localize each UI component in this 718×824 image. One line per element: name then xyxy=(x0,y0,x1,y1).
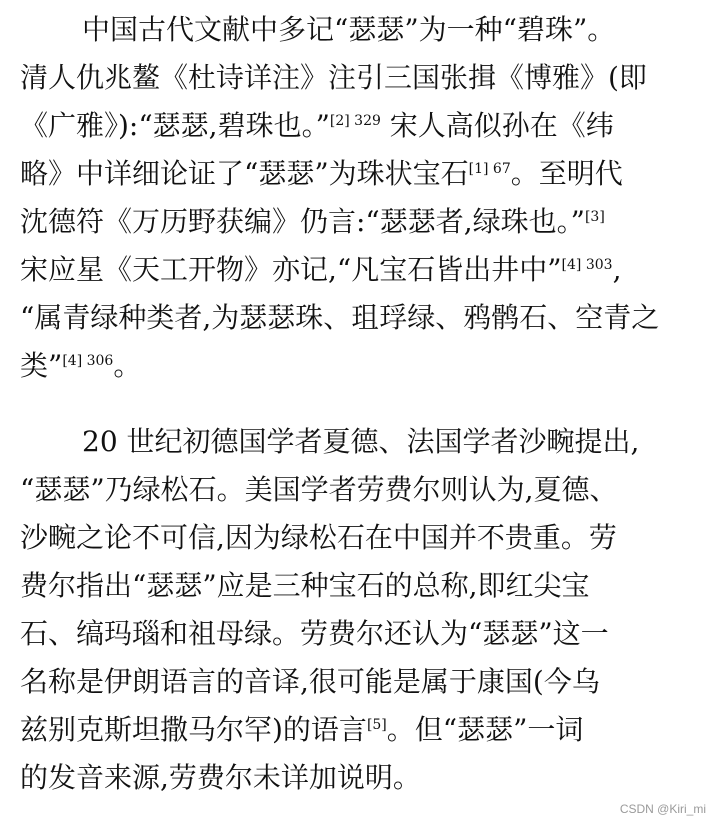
text-span: 沈德符《万历野获编》仍言:“瑟瑟者,绿珠也。” xyxy=(20,205,585,238)
text-line xyxy=(20,710,583,750)
text-span: 。但“瑟瑟”一词 xyxy=(386,713,584,746)
text-span: 清人仇兆鳌《杜诗详注》注引三国张揖《博雅》(即 xyxy=(20,61,647,94)
text-line xyxy=(20,662,600,702)
text-line xyxy=(20,346,141,386)
citation-superscript: [2] 329 xyxy=(329,113,381,129)
text-span: “瑟瑟”乃绿松石。美国学者劳费尔则认为,夏德、 xyxy=(20,473,618,506)
text-line xyxy=(20,518,617,558)
text-line xyxy=(20,758,421,798)
text-line xyxy=(20,470,618,510)
text-line xyxy=(20,614,609,654)
text-span: 略》中详细论证了“瑟瑟”为珠状宝石 xyxy=(20,157,469,190)
text-span: 兹别克斯坦撒马尔罕)的语言 xyxy=(20,713,367,746)
text-span: “属青绿种类者,为瑟瑟珠、珇琈绿、鸦鹘石、空青之 xyxy=(20,301,660,334)
citation-superscript: [1] 67 xyxy=(468,161,511,177)
text-span: 。至明代 xyxy=(510,157,623,190)
text-line xyxy=(20,250,621,290)
text-span: 20 世纪初德国学者夏德、法国学者沙畹提出, xyxy=(82,425,640,458)
text-span: , xyxy=(612,253,622,286)
text-span: 宋应星《天工开物》亦记,“凡宝石皆出井中” xyxy=(20,253,562,286)
text-line xyxy=(82,10,615,50)
text-line xyxy=(20,154,623,194)
citation-superscript: [3] xyxy=(584,209,605,225)
text-span: 石、缟玛瑙和祖母绿。劳费尔还认为“瑟瑟”这一 xyxy=(20,617,609,650)
text-line xyxy=(20,106,614,146)
text-span: 《广雅》):“瑟瑟,碧珠也。” xyxy=(20,109,330,142)
text-line xyxy=(20,566,590,606)
text-span: 沙畹之论不可信,因为绿松石在中国并不贵重。劳 xyxy=(20,521,617,554)
text-span: 费尔指出“瑟瑟”应是三种宝石的总称,即红尖宝 xyxy=(20,569,590,602)
text-line xyxy=(20,298,659,338)
text-line xyxy=(82,422,639,462)
watermark: CSDN @Kiri_mi xyxy=(619,802,706,816)
text-line xyxy=(20,202,605,242)
text-span: 类” xyxy=(20,349,63,382)
text-span: 。 xyxy=(113,349,142,382)
text-span: 中国古代文献中多记“瑟瑟”为一种“碧珠”。 xyxy=(82,13,616,46)
text-line xyxy=(20,58,647,98)
text-span: 宋人高似孙在《纬 xyxy=(380,109,614,142)
text-span: 的发音来源,劳费尔未详加说明。 xyxy=(20,761,421,794)
citation-superscript: [4] 303 xyxy=(561,257,613,273)
citation-superscript: [4] 306 xyxy=(62,353,114,369)
text-span: 名称是伊朗语言的音译,很可能是属于康国(今乌 xyxy=(20,665,600,698)
citation-superscript: [5] xyxy=(366,717,387,733)
